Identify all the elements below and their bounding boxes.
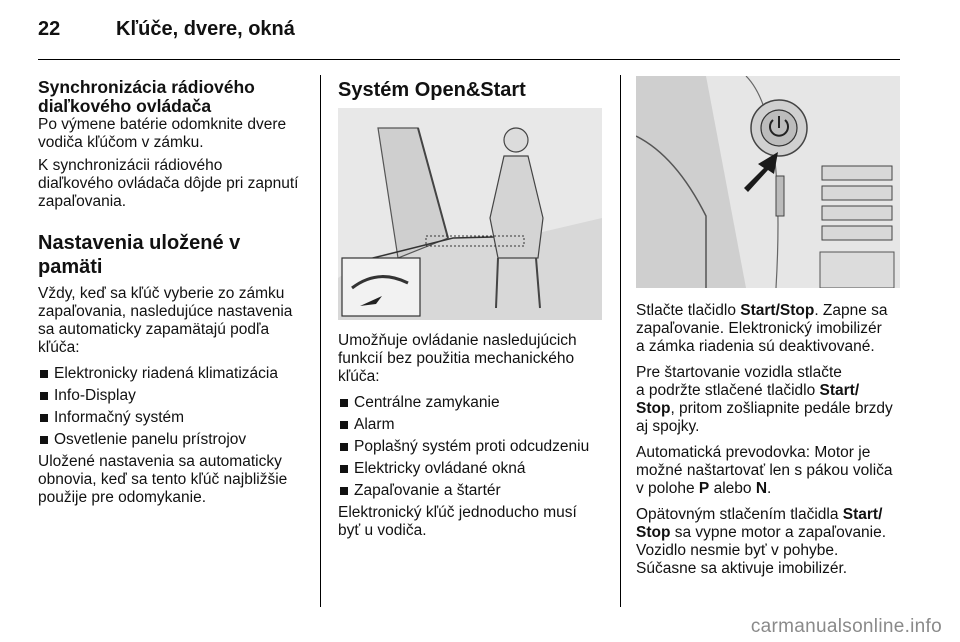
list-item: Elektricky ovládané okná	[338, 460, 610, 478]
open-start-heading: Systém Open&Start	[338, 79, 526, 101]
column-2-body	[338, 332, 610, 545]
column-divider-1	[320, 75, 321, 607]
list-item: Info-Display	[38, 387, 310, 405]
list-item: Zapaľovanie a štartér	[338, 482, 610, 500]
sync-paragraph-2: K synchronizácii rádiového diaľkového ovládača dôjde pri zapnutí zapaľovania.	[38, 157, 299, 210]
memory-end-paragraph: Uložené nastavenia sa automaticky obnovia, keď sa tento kľúč najbližšie použije pre odomykanie.	[38, 453, 288, 506]
memory-heading: Nastavenia uložené v pamäti	[38, 232, 241, 278]
start-paragraph-1: Stlačte tlačidlo Start/Stop. Zapne sa zapaľovanie. Elektronický imobilizér a zámka riadenia sú deaktivované.	[636, 302, 888, 355]
open-start-illustration	[338, 108, 602, 320]
watermark-text: carmanualsonline.info	[750, 616, 942, 637]
start-paragraph-3: Automatická prevodovka: Motor je možné naštartovať len s pákou voliča v polohe P alebo N.	[636, 444, 893, 497]
open-start-intro: Umožňuje ovládanie nasledujúcich funkcií bez použitia mechanického kľúča:	[338, 332, 577, 385]
start-stop-button-illustration	[636, 76, 900, 288]
memory-list	[38, 365, 310, 449]
column-2	[338, 78, 610, 108]
column-divider-2	[620, 75, 621, 607]
start-stop-illustration	[636, 76, 900, 288]
sync-paragraph-1: Po výmene batérie odomknite dvere vodiča kľúčom v zámku.	[38, 116, 287, 151]
memory-paragraph: Vždy, keď sa kľúč vyberie zo zámku zapaľovania, nasledujúce nastavenia sa automaticky zapamätajú podľa kľúča:	[38, 285, 293, 356]
list-item: Elektronicky riadená klimatizácia	[38, 365, 310, 383]
open-start-end: Elektronický kľúč jednoducho musí byť u vodiča.	[338, 504, 577, 539]
car-door-person-illustration	[338, 108, 602, 320]
column-1	[38, 78, 310, 512]
list-item: Poplašný systém proti odcudzeniu	[338, 438, 610, 456]
list-item: Informačný systém	[38, 409, 310, 427]
page-number: 22	[38, 18, 61, 40]
column-3-body	[636, 302, 908, 583]
sync-heading: Synchronizácia rádiového diaľkového ovládača	[38, 77, 255, 116]
list-item: Alarm	[338, 416, 610, 434]
start-paragraph-2: Pre štartovanie vozidla stlačte a podržte stlačené tlačidlo Start/ Stop, pritom zošliapnite pedále brzdy aj spojky.	[636, 364, 893, 435]
start-paragraph-4: Opätovným stlačením tlačidla Start/ Stop sa vypne motor a zapaľovanie. Vozidlo nesmie byť v pohybe. Súčasne sa aktivuje imobilizér.	[636, 506, 887, 577]
open-start-list	[338, 394, 610, 500]
header-rule	[38, 59, 900, 60]
chapter-title: Kľúče, dvere, okná	[116, 18, 295, 40]
list-item: Osvetlenie panelu prístrojov	[38, 431, 310, 449]
list-item: Centrálne zamykanie	[338, 394, 610, 412]
